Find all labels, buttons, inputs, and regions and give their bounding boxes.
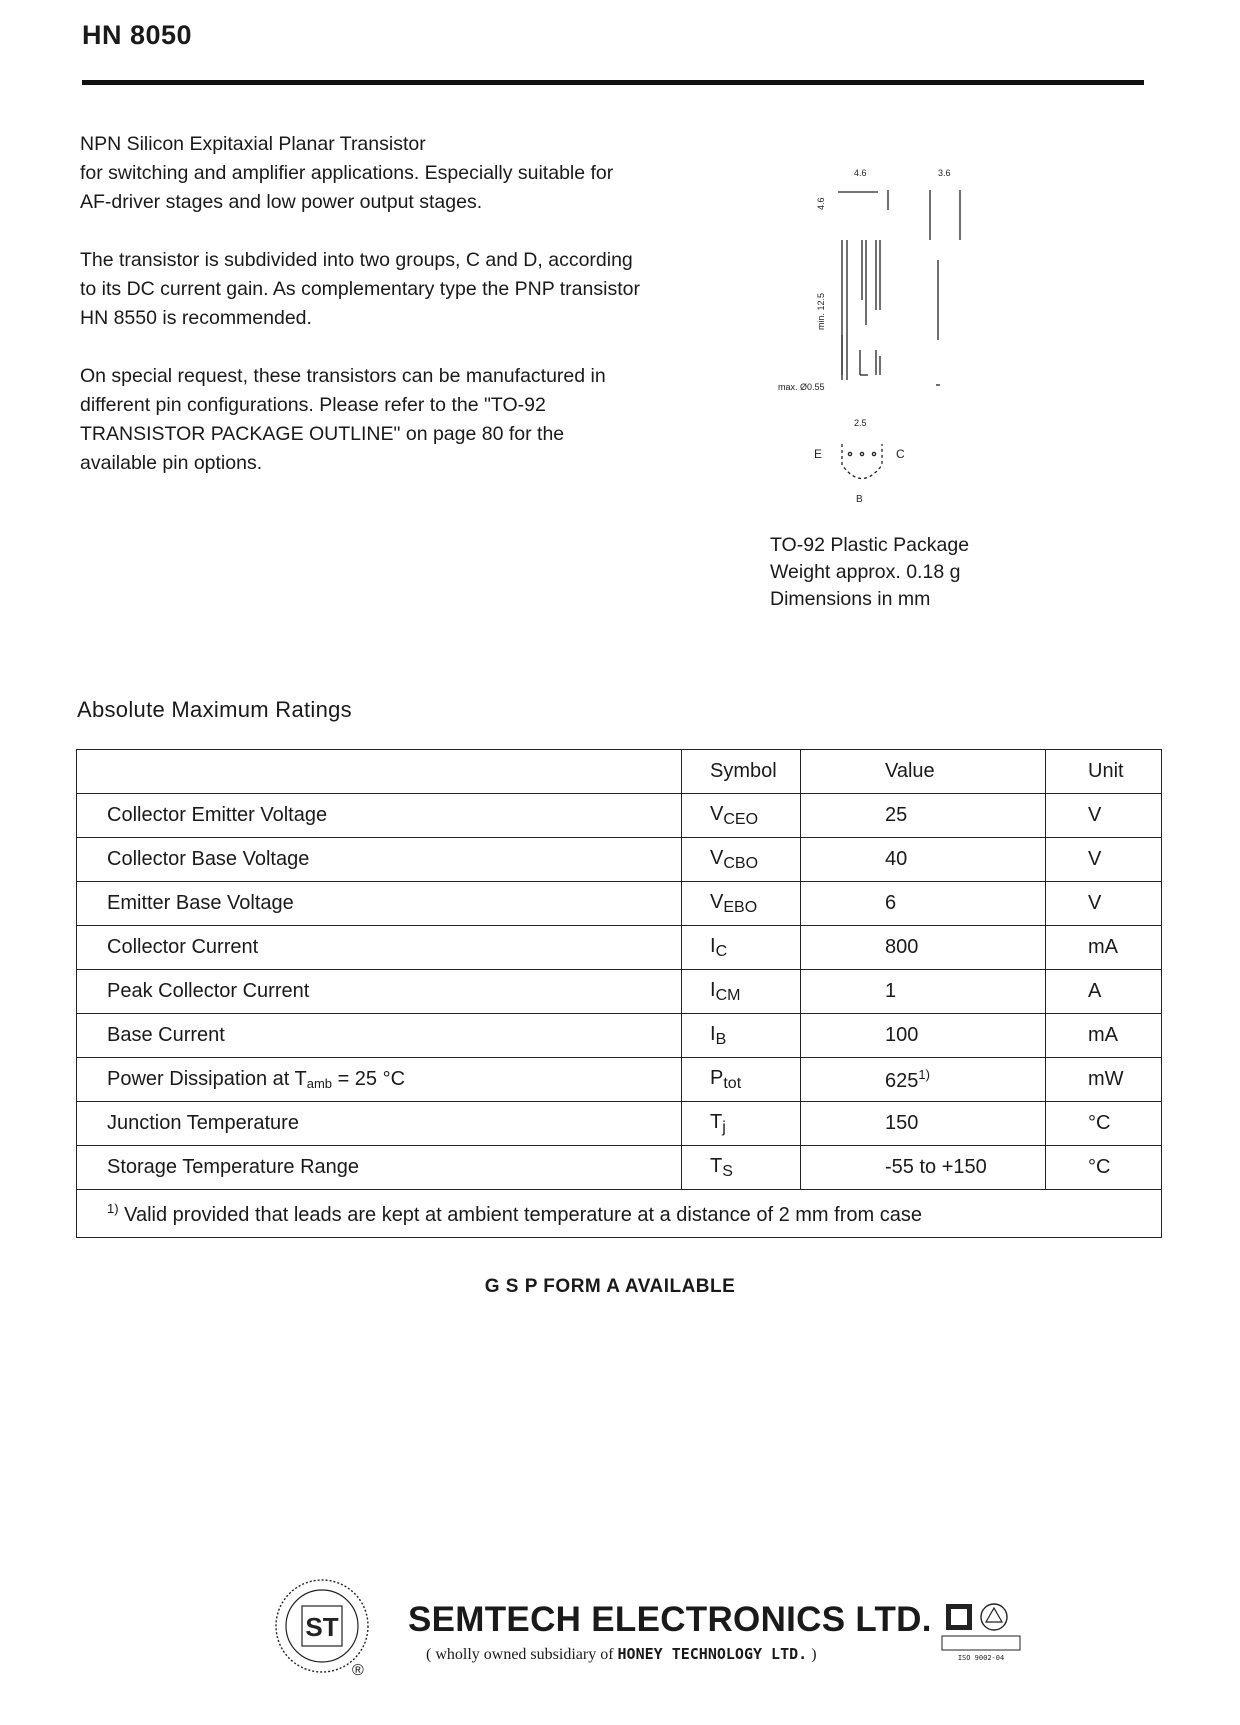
symbol-cell <box>682 1058 801 1102</box>
intro-paragraph-2: The transistor is subdivided into two groups, C and D, according to its DC current gain. As complementary type the PNP transistor HN 8550 is recommended. <box>80 249 640 329</box>
seal-lettering: ST <box>305 1612 339 1642</box>
symbol-subscript: EBO <box>723 898 758 916</box>
symbol-cell <box>682 1102 801 1146</box>
table-row <box>77 1014 1162 1058</box>
part-number: HN 8050 <box>82 20 193 50</box>
symbol-letter: I <box>710 934 716 957</box>
param-cell <box>77 1058 682 1102</box>
symbol-subscript: CEO <box>723 810 759 828</box>
symbol-subscript: S <box>722 1162 733 1180</box>
table-row <box>77 1058 1162 1102</box>
dim-height-label: 4.6 <box>816 197 826 210</box>
company-name: SEMTECH ELECTRONICS LTD. <box>408 1600 932 1639</box>
value-text: 625 <box>885 1069 919 1092</box>
value-cell: 100 <box>801 1014 1046 1058</box>
table-row <box>77 1102 1162 1146</box>
dim-depth-label: 3.6 <box>938 168 951 178</box>
package-caption-line2: Weight approx. 0.18 g <box>770 561 961 583</box>
table-row <box>77 794 1162 838</box>
semtech-seal-logo <box>272 1576 372 1676</box>
footnote-mark: 1) <box>107 1200 119 1216</box>
subsidiary-prefix: ( wholly owned subsidiary of <box>426 1646 618 1663</box>
value-cell: 40 <box>801 838 1046 882</box>
subsidiary-suffix: ) <box>807 1646 817 1663</box>
value-cell: 6 <box>801 882 1046 926</box>
symbol-subscript: j <box>722 1118 726 1136</box>
cert-text: ISO 9002-04 <box>957 1654 1005 1662</box>
symbol-cell <box>682 1146 801 1190</box>
symbol-subscript: CBO <box>723 854 759 872</box>
unit-cell: °C <box>1046 1146 1162 1190</box>
symbol-cell <box>682 794 801 838</box>
title-rule <box>82 80 1144 85</box>
unit-cell: mW <box>1046 1058 1162 1102</box>
footnote-cell <box>77 1190 1162 1238</box>
table-row <box>77 838 1162 882</box>
param-cell: Junction Temperature <box>77 1102 682 1146</box>
param-cell: Emitter Base Voltage <box>77 882 682 926</box>
table-row <box>77 1146 1162 1190</box>
value-cell: -55 to +150 <box>801 1146 1046 1190</box>
header-unit: Unit <box>1046 750 1162 794</box>
table-header-row <box>77 750 1162 794</box>
pin-c-label: C <box>896 447 905 461</box>
gsp-notice: G S P FORM A AVAILABLE <box>484 1276 736 1297</box>
unit-cell: V <box>1046 838 1162 882</box>
param-text-end: = 25 °C <box>332 1068 406 1090</box>
symbol-letter: V <box>710 802 724 825</box>
header-symbol: Symbol <box>682 750 801 794</box>
param-cell: Base Current <box>77 1014 682 1058</box>
intro-subtitle: NPN Silicon Expitaxial Planar Transistor <box>80 133 426 155</box>
param-cell: Peak Collector Current <box>77 970 682 1014</box>
pin-b-label: B <box>856 494 863 505</box>
iso-certification-logo <box>938 1598 1024 1668</box>
unit-cell: mA <box>1046 926 1162 970</box>
symbol-cell <box>682 926 801 970</box>
ratings-table <box>76 749 1162 1238</box>
footnote-text: Valid provided that leads are kept at ambient temperature at a distance of 2 mm from case <box>118 1203 922 1226</box>
footnote-row <box>77 1190 1162 1238</box>
symbol-letter: I <box>710 1022 716 1045</box>
param-text: Power Dissipation at T <box>107 1068 307 1090</box>
table-row <box>77 882 1162 926</box>
symbol-letter: I <box>710 978 716 1001</box>
package-caption <box>770 532 969 613</box>
param-subscript: amb <box>306 1076 333 1091</box>
dim-width-label: 4.6 <box>854 168 867 178</box>
param-cell: Storage Temperature Range <box>77 1146 682 1190</box>
unit-cell: mA <box>1046 1014 1162 1058</box>
param-cell: Collector Base Voltage <box>77 838 682 882</box>
symbol-cell <box>682 882 801 926</box>
company-subsidiary-line <box>426 1645 817 1664</box>
table-row <box>77 970 1162 1014</box>
value-cell: 800 <box>801 926 1046 970</box>
symbol-subscript: C <box>715 942 728 960</box>
symbol-subscript: tot <box>723 1074 742 1092</box>
symbol-cell <box>682 970 801 1014</box>
header-value: Value <box>801 750 1046 794</box>
parent-company-name: HONEY TECHNOLOGY LTD. <box>617 1645 808 1663</box>
param-cell: Collector Emitter Voltage <box>77 794 682 838</box>
symbol-cell <box>682 1014 801 1058</box>
symbol-subscript: B <box>715 1030 727 1048</box>
symbol-letter: T <box>710 1110 723 1133</box>
intro-paragraph-1: for switching and amplifier applications. Especially suitable for AF-driver stages and low power output stages. <box>80 162 614 213</box>
symbol-subscript: CM <box>715 986 741 1004</box>
table-row <box>77 926 1162 970</box>
value-cell: 150 <box>801 1102 1046 1146</box>
param-cell: Collector Current <box>77 926 682 970</box>
registered-mark: ® <box>352 1662 364 1679</box>
unit-cell: V <box>1046 794 1162 838</box>
dim-pitch-label: 2.5 <box>854 418 867 428</box>
unit-cell: A <box>1046 970 1162 1014</box>
intro-text <box>80 130 640 507</box>
value-cell: 1 <box>801 970 1046 1014</box>
unit-cell: °C <box>1046 1102 1162 1146</box>
pin-e-label: E <box>814 447 823 461</box>
symbol-letter: P <box>710 1066 724 1089</box>
symbol-letter: V <box>710 890 724 913</box>
symbol-letter: T <box>710 1154 723 1177</box>
value-cell: 25 <box>801 794 1046 838</box>
footnote-ref: 1) <box>918 1066 930 1082</box>
value-cell <box>801 1058 1046 1102</box>
symbol-cell <box>682 838 801 882</box>
intro-paragraph-3: On special request, these transistors can be manufactured in different pin configurations. Please refer to the "TO-92 TRANSISTOR PACKAGE OUTLINE" on page 80 for the available pin options. <box>80 365 606 474</box>
dim-lead-label: min. 12.5 <box>816 292 826 330</box>
to92-package-drawing <box>778 160 1010 520</box>
ratings-title: Absolute Maximum Ratings <box>77 697 352 722</box>
package-caption-line1: TO-92 Plastic Package <box>770 534 970 556</box>
header-param-cell <box>77 750 682 794</box>
unit-cell: V <box>1046 882 1162 926</box>
dim-lead-dia-label: max. Ø0.55 <box>778 382 825 392</box>
package-caption-line3: Dimensions in mm <box>770 588 931 610</box>
symbol-letter: V <box>710 846 724 869</box>
